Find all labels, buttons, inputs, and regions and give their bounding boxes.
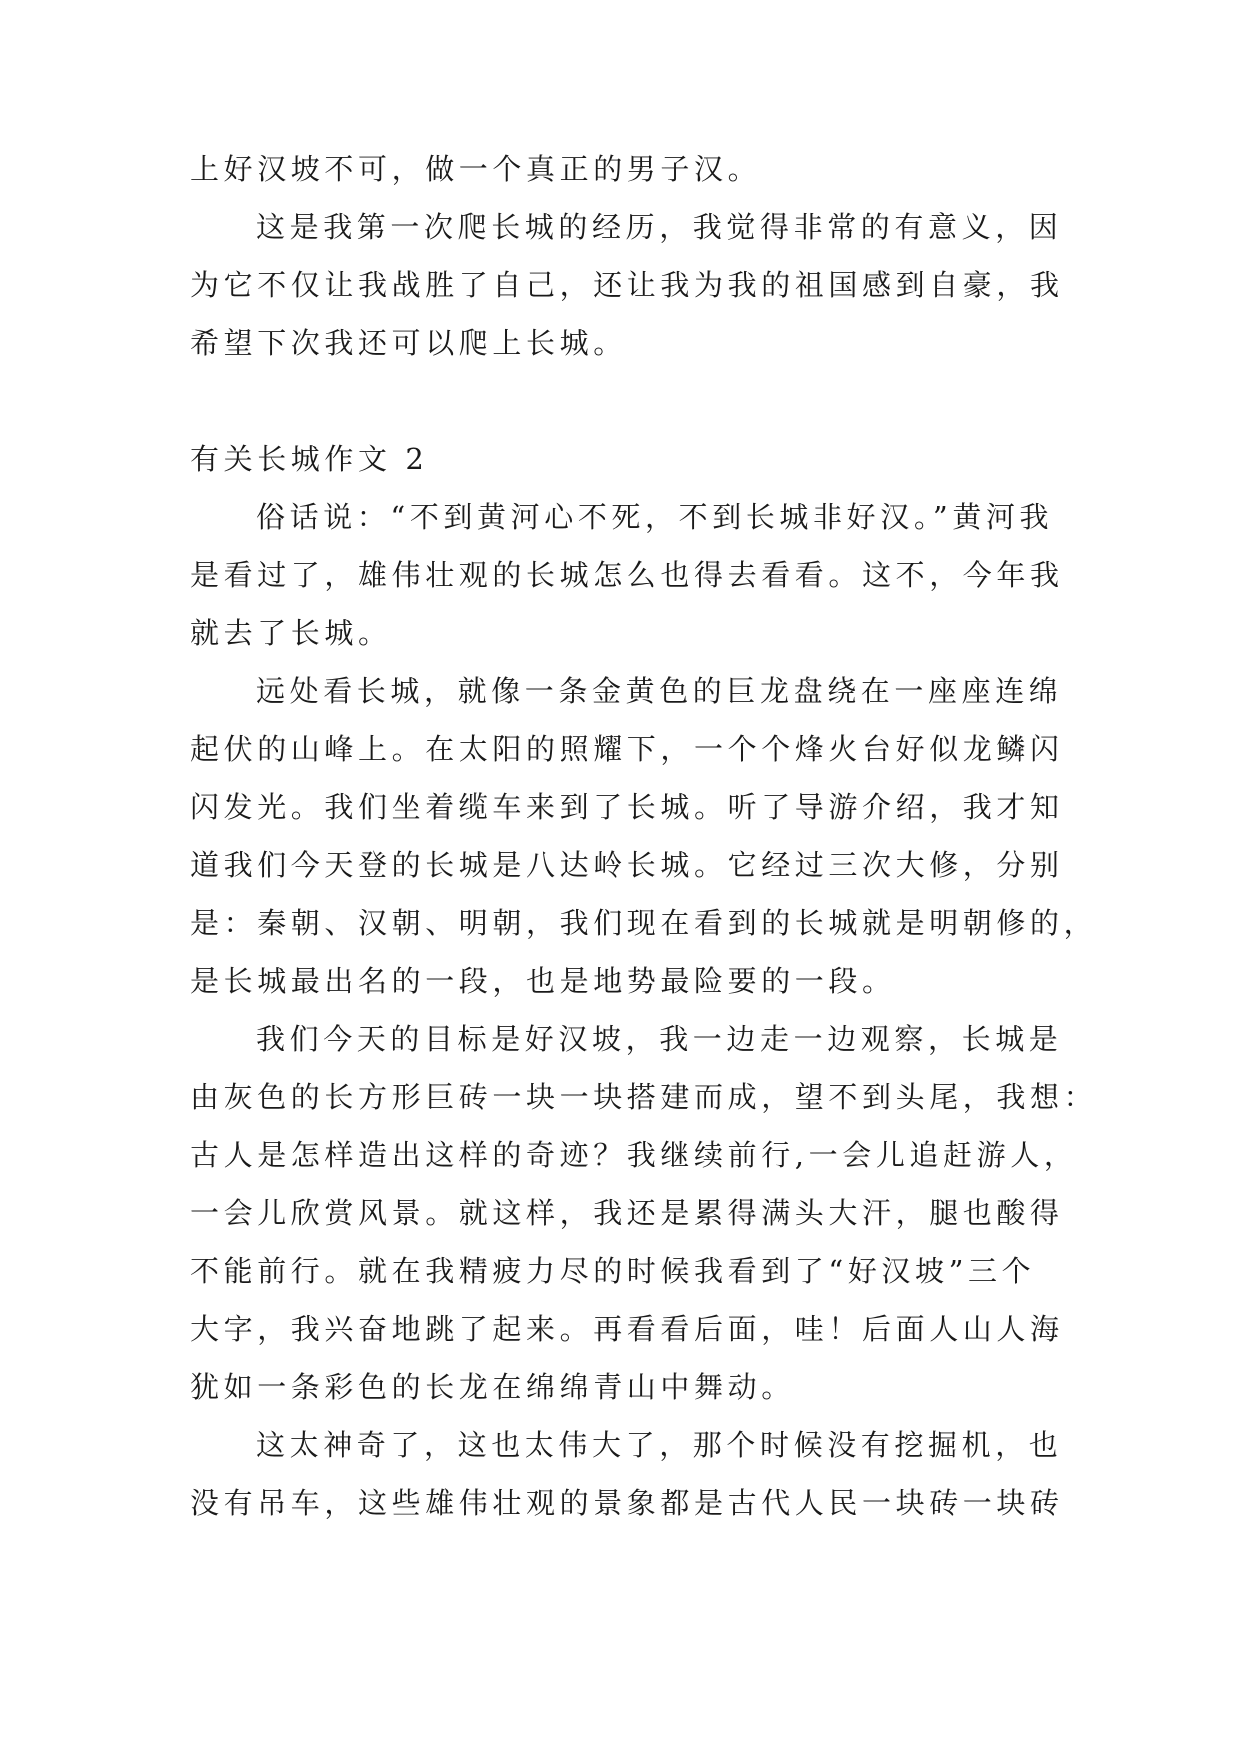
text-line: 是：秦朝、汉朝、明朝，我们现在看到的长城就是明朝修的， <box>190 906 1098 940</box>
section-heading: 有关长城作文 2 <box>190 442 429 476</box>
text-line: 就去了长城。 <box>190 616 392 650</box>
text-line: 这是我第一次爬长城的经历，我觉得非常的有意义，因 <box>256 210 1063 244</box>
text-line: 道我们今天登的长城是八达岭长城。它经过三次大修，分别 <box>190 848 1064 882</box>
text-line: 希望下次我还可以爬上长城。 <box>190 326 627 360</box>
text-line: 俗话说：“不到黄河心不死，不到长城非好汉。”黄河我 <box>256 500 1054 534</box>
document-body <box>190 140 1098 1532</box>
text-line: 起伏的山峰上。在太阳的照耀下，一个个烽火台好似龙鳞闪 <box>190 732 1064 766</box>
text-line: 这太神奇了，这也太伟大了，那个时候没有挖掘机，也 <box>256 1428 1063 1462</box>
text-line: 是长城最出名的一段，也是地势最险要的一段。 <box>190 964 896 998</box>
text-line: 大字，我兴奋地跳了起来。再看看后面，哇！后面人山人海 <box>190 1312 1064 1346</box>
text-line: 远处看长城，就像一条金黄色的巨龙盘绕在一座座连绵 <box>256 674 1063 708</box>
text-line: 由灰色的长方形巨砖一块一块搭建而成，望不到头尾，我想： <box>190 1080 1098 1114</box>
text-line: 一会儿欣赏风景。就这样，我还是累得满头大汗，腿也酸得 <box>190 1196 1064 1230</box>
text-line: 没有吊车，这些雄伟壮观的景象都是古代人民一块砖一块砖 <box>190 1486 1064 1520</box>
text-line: 闪发光。我们坐着缆车来到了长城。听了导游介绍，我才知 <box>190 790 1064 824</box>
text-line: 上好汉坡不可，做一个真正的男子汉。 <box>190 152 762 186</box>
text-line: 是看过了，雄伟壮观的长城怎么也得去看看。这不，今年我 <box>190 558 1064 592</box>
text-line: 犹如一条彩色的长龙在绵绵青山中舞动。 <box>190 1370 795 1404</box>
text-line: 不能前行。就在我精疲力尽的时候我看到了“好汉坡”三个 <box>190 1254 1036 1288</box>
text-line: 我们今天的目标是好汉坡，我一边走一边观察，长城是 <box>256 1022 1063 1056</box>
paragraph-gap <box>190 372 1056 430</box>
text-line: 为它不仅让我战胜了自己，还让我为我的祖国感到自豪，我 <box>190 268 1064 302</box>
text-line: 古人是怎样造出这样的奇迹？我继续前行,一会儿追赶游人， <box>190 1138 1078 1172</box>
